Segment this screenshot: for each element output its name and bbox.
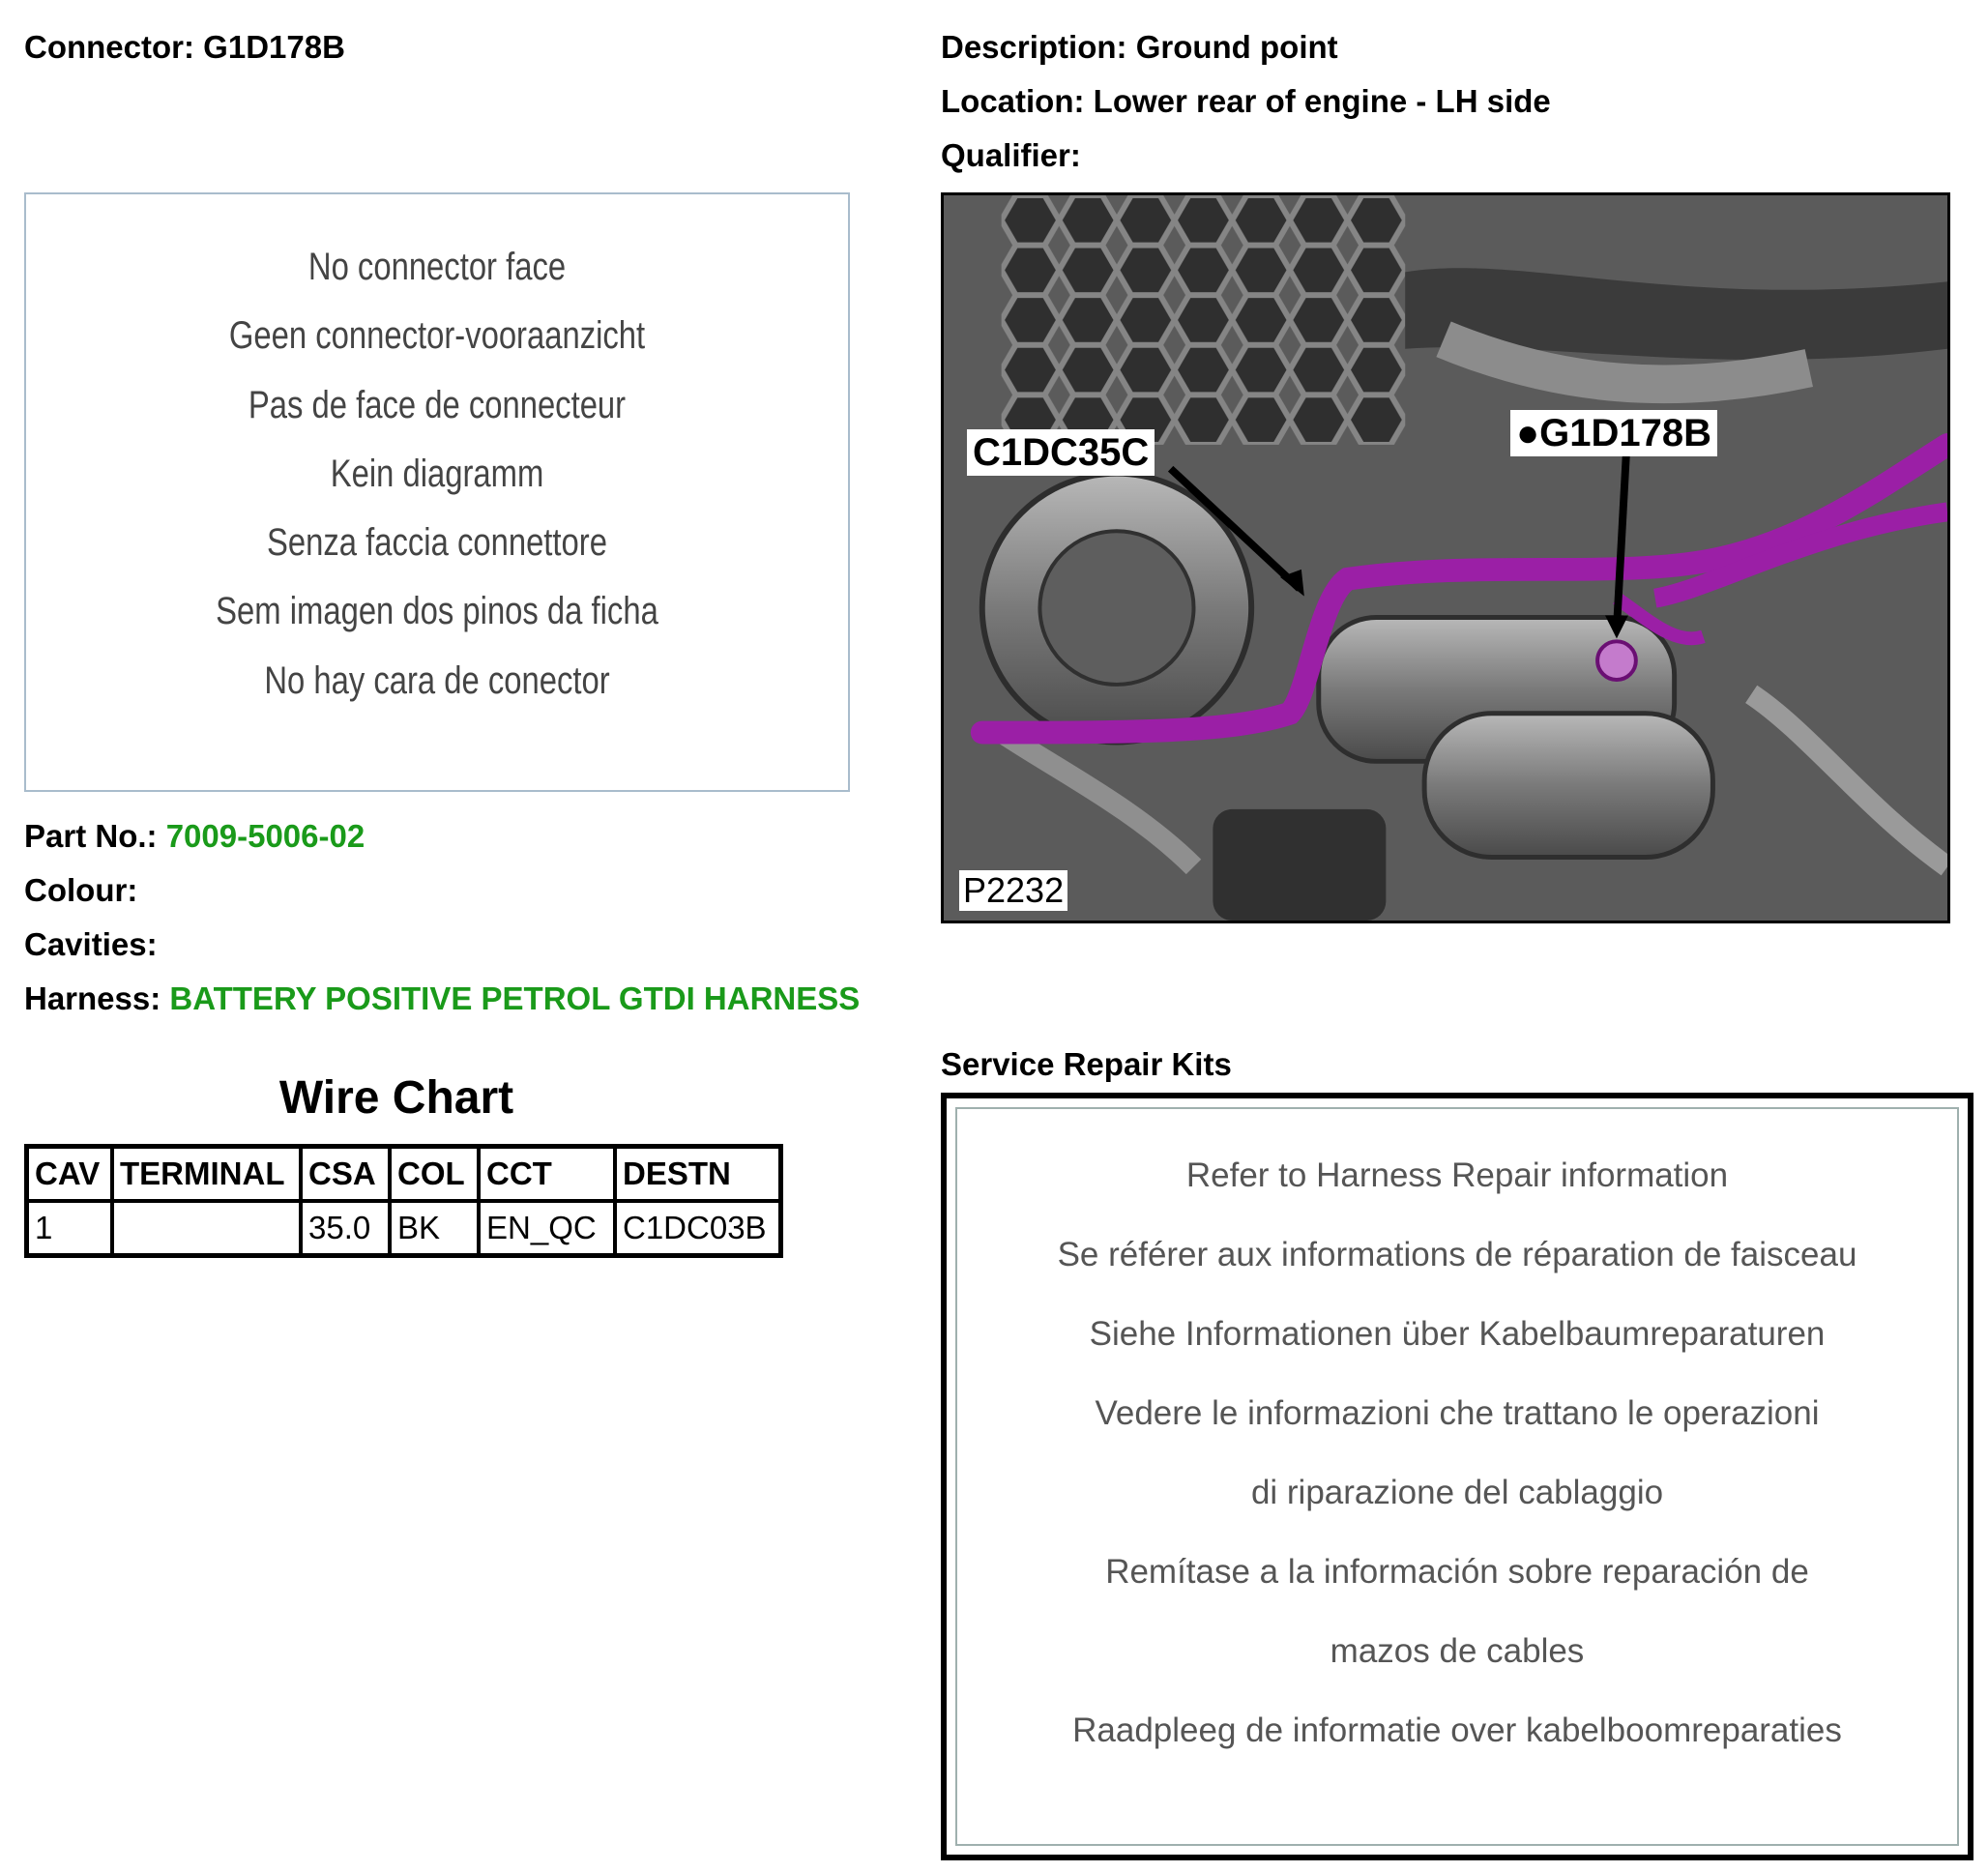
ground-point-terminal xyxy=(1597,641,1636,680)
no-connector-face-line: Senza faccia connettore xyxy=(267,521,607,564)
location-value: Lower rear of engine - LH side xyxy=(1093,83,1551,119)
repair-info-line: di riparazione del cablaggio xyxy=(1250,1474,1664,1511)
service-repair-kits-inner xyxy=(955,1107,1959,1846)
no-connector-face-line: No hay cara de conector xyxy=(264,659,610,702)
wire-chart-table xyxy=(24,1144,783,1258)
connector-value: G1D178B xyxy=(203,29,345,65)
part-no-line xyxy=(24,817,365,856)
table-row xyxy=(27,1201,781,1256)
cell-csa: 35.0 xyxy=(301,1201,390,1256)
location-line xyxy=(941,82,1551,121)
lower-housing xyxy=(1213,809,1386,921)
description-value: Ground point xyxy=(1135,29,1338,65)
wire-chart-title: Wire Chart xyxy=(278,1072,514,1124)
column-header-terminal: TERMINAL xyxy=(112,1147,301,1202)
cell-col: BK xyxy=(390,1201,479,1256)
mesh-grille xyxy=(1002,195,1406,445)
no-connector-face-line: Pas de face de connecteur xyxy=(248,384,627,426)
cavities-label: Cavities: xyxy=(24,926,158,962)
callout-c1dc35c: C1DC35C xyxy=(967,429,1155,476)
engine-location-photo xyxy=(941,192,1950,923)
no-connector-face-line: Kein diagramm xyxy=(330,453,544,495)
part-no-value: 7009-5006-02 xyxy=(165,818,365,854)
repair-info-line: Se référer aux informations de réparation de faisceau xyxy=(1057,1236,1857,1273)
column-header-col: COL xyxy=(390,1147,479,1202)
table-header-row xyxy=(27,1147,781,1202)
no-connector-face-line: Sem imagen dos pinos da ficha xyxy=(216,590,658,632)
repair-info-line: Raadpleeg de informatie over kabelboomreparaties xyxy=(1072,1711,1842,1749)
harness-line xyxy=(24,980,860,1018)
harness-value: BATTERY POSITIVE PETROL GTDI HARNESS xyxy=(169,980,861,1016)
colour-line xyxy=(24,871,137,910)
repair-info-line: Refer to Harness Repair information xyxy=(1185,1156,1729,1194)
column-header-csa: CSA xyxy=(301,1147,390,1202)
cell-cct: EN_QC xyxy=(479,1201,615,1256)
service-repair-kits-title: Service Repair Kits xyxy=(941,1046,1232,1082)
description-label: Description: xyxy=(941,29,1127,65)
no-connector-face-box xyxy=(24,192,850,792)
cavities-line xyxy=(24,925,158,964)
column-header-cct: CCT xyxy=(479,1147,615,1202)
connector-line xyxy=(24,28,345,67)
engine-illustration xyxy=(944,195,1947,921)
cell-terminal xyxy=(112,1201,301,1256)
description-line xyxy=(941,28,1338,67)
image-code: P2232 xyxy=(959,870,1067,911)
no-connector-face-line: Geen connector-vooraanzicht xyxy=(228,314,646,357)
colour-label: Colour: xyxy=(24,872,138,908)
qualifier-label: Qualifier: xyxy=(941,137,1081,173)
column-header-destn: DESTN xyxy=(615,1147,781,1202)
column-header-cav: CAV xyxy=(27,1147,113,1202)
cell-cav: 1 xyxy=(27,1201,113,1256)
no-connector-face-line: No connector face xyxy=(307,246,567,288)
connector-label: Connector: xyxy=(24,29,194,65)
repair-info-line: Vedere le informazioni che trattano le operazioni xyxy=(1095,1394,1820,1432)
cell-destn: C1DC03B xyxy=(615,1201,781,1256)
part-no-label: Part No.: xyxy=(24,818,158,854)
harness-label: Harness: xyxy=(24,980,161,1016)
qualifier-line xyxy=(941,136,1081,175)
callout-g1d178b: ●G1D178B xyxy=(1510,410,1717,456)
repair-info-line: Siehe Informationen über Kabelbaumreparaturen xyxy=(1089,1315,1826,1353)
service-repair-kits-box xyxy=(941,1093,1973,1860)
repair-info-line: mazos de cables xyxy=(1330,1632,1585,1670)
location-label: Location: xyxy=(941,83,1085,119)
repair-info-line: Remítase a la información sobre reparación de xyxy=(1105,1553,1809,1591)
